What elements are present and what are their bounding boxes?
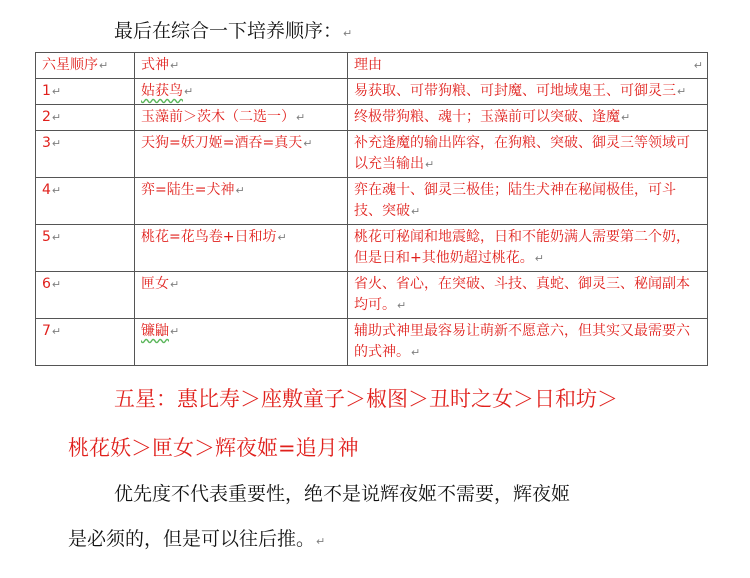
header-rank: 六星顺序↵ <box>36 53 135 79</box>
reason-cell: 弈在魂十、御灵三极佳；陆生犬神在秘闻极佳，可斗技、突破↵ <box>348 178 708 225</box>
shikigami-cell: 玉藻前＞茨木（二选一）↵ <box>135 105 348 131</box>
rank-cell: 4↵ <box>36 178 135 225</box>
reason-cell: 终极带狗粮、魂十；玉藻前可以突破、逢魔↵ <box>348 105 708 131</box>
header-shikigami: 式神↵ <box>135 53 348 79</box>
rank-cell: 3↵ <box>36 131 135 178</box>
table-row <box>36 105 708 131</box>
rank-cell: 1↵ <box>36 79 135 105</box>
reason-cell: 辅助式神里最容易让萌新不愿意六，但其实又最需要六的式神。↵ <box>348 319 708 366</box>
reason-cell: 桃花可秘闻和地震鲶，日和不能奶满人需要第二个奶，但是日和+其他奶超过桃花。↵ <box>348 225 708 272</box>
five-star-order-line-1: 五星：惠比寿＞座敷童子＞椒图＞丑时之女＞日和坊＞ <box>114 387 618 411</box>
note-line-1: 优先度不代表重要性，绝不是说辉夜姬不需要，辉夜姬 <box>114 483 571 505</box>
table-row <box>36 178 708 225</box>
heading: 最后在综合一下培养顺序：↵ <box>114 20 353 42</box>
rank-cell: 7↵ <box>36 319 135 366</box>
table-row <box>36 131 708 178</box>
header-reason: 理由 ↵ <box>348 53 708 79</box>
reason-cell: 省火、省心，在突破、斗技、真蛇、御灵三、秘闻副本均可。↵ <box>348 272 708 319</box>
table-row <box>36 272 708 319</box>
table-header-row <box>36 53 708 79</box>
paragraph-mark-icon: ↵ <box>343 27 353 40</box>
table-row <box>36 319 708 366</box>
table-row <box>36 79 708 105</box>
shikigami-cell: 天狗=妖刀姬=酒吞=真天↵ <box>135 131 348 178</box>
table-row <box>36 225 708 272</box>
rank-cell: 6↵ <box>36 272 135 319</box>
paragraph-mark-icon: ↵ <box>316 535 326 548</box>
rank-cell: 2↵ <box>36 105 135 131</box>
training-order-table <box>35 52 708 366</box>
reason-cell: 易获取、可带狗粮、可封魔、可地域鬼王、可御灵三↵ <box>348 79 708 105</box>
shikigami-cell: 镰鼬↵ <box>135 319 348 366</box>
five-star-order-line-2: 桃花妖＞匣女＞辉夜姬=追月神 <box>68 436 359 460</box>
reason-cell: 补充逢魔的输出阵容，在狗粮、突破、御灵三等领域可以充当输出↵ <box>348 131 708 178</box>
shikigami-cell: 桃花=花鸟卷+日和坊↵ <box>135 225 348 272</box>
rank-cell: 5↵ <box>36 225 135 272</box>
shikigami-cell: 匣女↵ <box>135 272 348 319</box>
shikigami-cell: 弈=陆生=犬神↵ <box>135 178 348 225</box>
shikigami-cell: 姑获鸟↵ <box>135 79 348 105</box>
note-line-2: 是必须的，但是可以往后推。↵ <box>68 528 326 550</box>
